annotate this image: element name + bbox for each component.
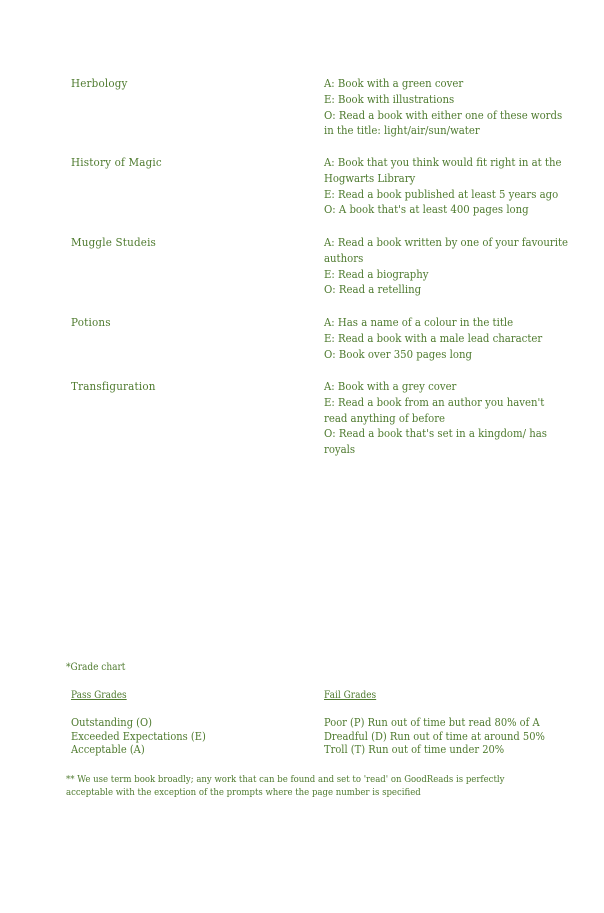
prompt-acceptable: A: Book with a green cover: [324, 76, 464, 90]
subject-transfiguration: Transfiguration: [71, 379, 156, 393]
prompt-outstanding: O: Read a book that's set in a kingdom/ has royals: [324, 426, 547, 457]
grade-exceeded-expectations: Exceeded Expectations (E): [71, 729, 206, 743]
prompt-outstanding: O: A book that's at least 400 pages long: [324, 202, 529, 217]
grade-acceptable: Acceptable (A): [71, 743, 145, 756]
prompt-exceeded: E: Book with illustrations: [324, 91, 455, 106]
pass-grades-list: [71, 716, 206, 757]
fail-grades-heading: Fail Grades: [324, 690, 377, 701]
prompt-exceeded: E: Read a book published at least 5 years ago: [324, 186, 559, 201]
pass-grades-heading: Pass Grades: [71, 690, 127, 701]
subject-potions: Potions: [71, 315, 111, 329]
prompt-acceptable: A: Book with a grey cover: [324, 379, 457, 393]
prompt-exceeded: E: Read a book from an author you haven't read anything of before: [324, 394, 545, 425]
footnote: ** We use term book broadly; any work that can be found and set to 'read' on GoodReads is perfectly acceptable with the exception of the prompts where the page number is specified: [66, 774, 505, 798]
prompts-herbology: [324, 76, 570, 139]
grade-chart-title: *Grade chart: [66, 662, 126, 673]
grade-dreadful: Dreadful (D) Run out of time at around 50%: [324, 729, 545, 743]
subject-herbology: Herbology: [71, 76, 128, 90]
prompt-acceptable: A: Has a name of a colour in the title: [324, 315, 514, 329]
prompts-muggle-studies: [324, 235, 570, 298]
prompt-acceptable: A: Read a book written by one of your favourite authors: [324, 235, 569, 265]
prompt-acceptable: A: Book that you think would fit right in at the Hogwarts Library: [324, 155, 562, 185]
grade-troll: Troll (T) Run out of time under 20%: [324, 743, 505, 756]
subject-history-of-magic: History of Magic: [71, 155, 162, 169]
prompts-history-of-magic: [324, 155, 570, 218]
prompt-outstanding: O: Read a book with either one of these words in the title: light/air/sun/water: [324, 107, 563, 138]
prompt-outstanding: O: Book over 350 pages long: [324, 346, 473, 361]
prompt-exceeded: E: Read a book with a male lead character: [324, 330, 543, 345]
grade-outstanding: Outstanding (O): [71, 716, 153, 729]
grade-poor: Poor (P) Run out of time but read 80% of A: [324, 716, 540, 729]
prompt-exceeded: E: Read a biography: [324, 266, 429, 281]
subject-muggle-studies: Muggle Studeis: [71, 235, 157, 249]
prompts-potions: [324, 315, 570, 362]
prompt-outstanding: O: Read a retelling: [324, 282, 422, 297]
fail-grades-list: [324, 716, 545, 757]
prompts-transfiguration: [324, 379, 570, 458]
